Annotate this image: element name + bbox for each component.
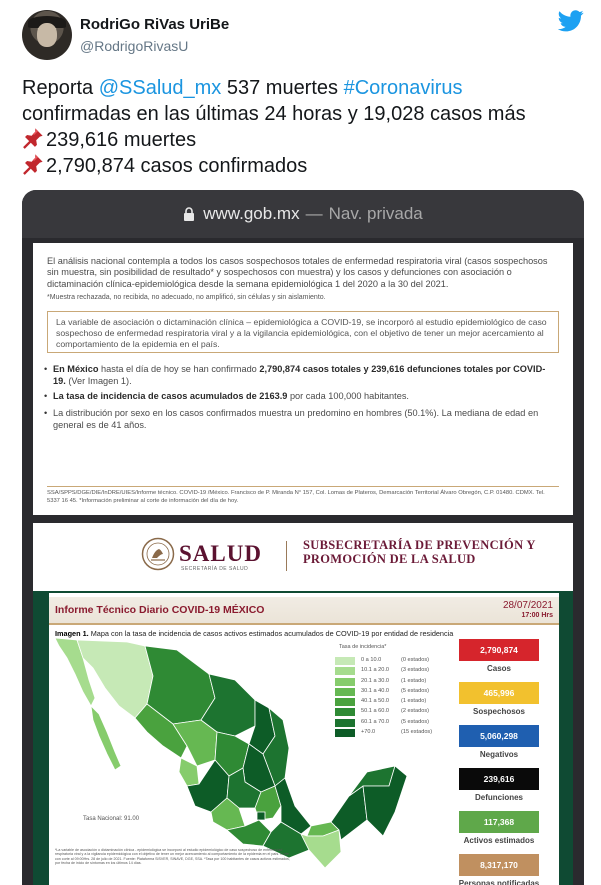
stat-value: 8,317,170 (459, 854, 539, 876)
stat-value: 5,060,298 (459, 725, 539, 747)
hashtag-link[interactable]: #Coronavirus (343, 77, 463, 99)
report-date: 28/07/2021 (502, 600, 553, 611)
legend-row (335, 666, 445, 676)
legend-count: (2 estados) (401, 708, 429, 715)
stat-label: Defunciones (474, 793, 523, 802)
legend-count: (3 estados) (401, 667, 429, 674)
legend-row (335, 677, 445, 687)
pushpin-icon (22, 153, 44, 175)
legend-count: (1 estado) (401, 698, 427, 705)
tweet-line-4 (22, 153, 592, 179)
legend-swatch (335, 678, 355, 686)
legend-swatch (335, 698, 355, 706)
subsecretaria-title (303, 538, 536, 566)
map-legend (335, 644, 445, 738)
legend-range: 10.1 a 20.0 (361, 667, 389, 674)
legend-row (335, 697, 445, 707)
salud-subtitle: SECRETARÍA DE SALUD (181, 566, 249, 572)
bullet1-bold: 2,790,874 casos totales y 239,616 defunciones totales por COVID-19. (53, 364, 546, 386)
stat-activos (449, 811, 559, 854)
legend-row (335, 656, 445, 666)
legend-swatch (335, 708, 355, 716)
legend-swatch (335, 667, 355, 675)
caption-lead: Imagen 1. (55, 629, 89, 638)
legend-swatch (335, 688, 355, 696)
cases-total-text: 2,790,874 casos confirmados (46, 155, 308, 177)
tweet-line-2: confirmadas en las últimas 24 horas y 19,028 casos más (22, 103, 526, 125)
legend-range: +70.0 (361, 729, 376, 736)
legend-count: (5 estados) (401, 718, 429, 725)
map-notes: *La variable de asociación o dictaminación clínica - epidemiológica se incorporó al estudio epidemiológico de caso sospechoso de enfermedad respiratoria viral y a la vigilancia epidemiológica con el objetivo de tener un mejor acercamiento al comportamiento de la epidemia en el país. Corte con corte al 09:00Hrs. 28 de julio de 2021. Fuente: Plataforma SISVER, SINAVE, DGE, SSA. *Tasa por 100 habitantes de casos activos estimados, por fecha de inicio de síntomas en los últimos 14 días. (55, 848, 290, 866)
url-separator: — (305, 204, 323, 223)
stat-label: Personas notificadas (458, 879, 540, 885)
stat-label: Casos (486, 664, 511, 673)
doc-divider (47, 486, 559, 487)
legend-swatch (335, 657, 355, 665)
legend-swatch (335, 719, 355, 727)
avatar[interactable] (22, 10, 72, 60)
stat-value: 465,996 (459, 682, 539, 704)
twitter-bird-icon[interactable] (558, 10, 584, 32)
doc-callout-box: La variable de asociación o dictaminación clínica – epidemiológica a COVID-19, se incorporó al estudio epidemiológico de caso sospechoso de enfermedad respiratoria viral y a la vigilancia epidemiológica, con el objetivo de tener un mejor acercamiento al comportamiento de la epidemia en el país. (47, 311, 559, 353)
bullet1-post: (Ver Imagen 1). (65, 376, 132, 386)
report-title: Informe Técnico Diario COVID-19 MÉXICO (55, 604, 265, 616)
bullet1-lead: En México (53, 364, 99, 374)
doc-footer: SSA/SPPS/DGE/DIE/InDRE/UIES/Informe técnico. COVID-19 /México. Francisco de P. Miranda N° 157, Col. Lomas de Plateros, Demarcación Territorial Álvaro Obregón, C.P. 01480. CDMX. Tel. 5337 16 45. *Información preliminar al corte de información del día de hoy. (47, 490, 545, 504)
doc-footnote: *Muestra rechazada, no recibida, no adecuado, no amplificó, sin células y sin aislamiento. (47, 294, 326, 301)
doc-bullet-cases (53, 363, 553, 387)
legend-range: 30.1 a 40.0 (361, 687, 389, 694)
stat-casos (449, 639, 559, 682)
legend-range: 50.1 a 60.0 (361, 708, 389, 715)
legend-range: 60.1 a 70.0 (361, 718, 389, 725)
url-display (22, 190, 584, 238)
doc-bullet-incidence (53, 390, 553, 402)
report-title-bar (49, 597, 559, 625)
header-divider (286, 541, 287, 571)
doc-bullet-distribution: • La distribución por sexo en los casos confirmados muestra un predomino en hombres (50.1%). La mediana de edad en general es de 41 años. (53, 407, 553, 431)
mention-link[interactable]: @SSalud_mx (98, 77, 222, 99)
report-time: 17:00 Hrs (521, 612, 553, 619)
stat-value: 117,368 (459, 811, 539, 833)
mexico-seal-icon (141, 537, 175, 571)
legend-range: 40.1 a 50.0 (361, 698, 389, 705)
legend-title: Tasa de incidencia* (339, 644, 387, 650)
legend-range: 20.1 a 30.0 (361, 677, 389, 684)
bullet2-post: por cada 100,000 habitantes. (287, 391, 409, 401)
state-cdmx (257, 812, 265, 820)
legend-row (335, 687, 445, 697)
tweet-middle: 537 muertes (221, 77, 344, 99)
tweet-media-image[interactable] (22, 190, 584, 885)
pushpin-icon (22, 127, 44, 149)
legend-count: (0 estados) (401, 657, 429, 663)
user-handle[interactable]: @RodrigoRivasU (80, 38, 189, 54)
legend-range: 0 a 10.0 (361, 657, 382, 663)
legend-row (335, 728, 445, 738)
lock-icon (183, 207, 195, 221)
legend-count: (1 estado) (401, 677, 427, 684)
subsecretaria-line-1: SUBSECRETARÍA DE PREVENCIÓN Y (303, 538, 536, 552)
url-domain: www.gob.mx (203, 204, 300, 223)
stat-value: 239,616 (459, 768, 539, 790)
stat-notificadas (449, 854, 559, 885)
doc-intro: El análisis nacional contempla a todos los casos sospechosos totales de enfermedad respiratoria viral (casos sospechosos sin muestra, sin posibilidad de resultado* y sospechosos con muestra) y los casos y defunciones con asociación o dictaminación clínica-epidemiológica desde la semana epidemiológica 1 del 2020 a la 30 del 2021. (47, 256, 548, 289)
salud-wordmark: SALUD (179, 541, 262, 566)
state-baja-california-sur (91, 706, 121, 770)
legend-row (335, 707, 445, 717)
legend-count: (5 estados) (401, 687, 429, 694)
stat-label: Negativos (479, 750, 519, 759)
infographic-page (33, 523, 573, 885)
caption-text: Mapa con la tasa de incidencia de casos activos estimados acumulados de COVID-19 por entidad de residencia (88, 629, 454, 638)
private-mode-label: Nav. privada (328, 204, 423, 223)
tweet-text (22, 75, 592, 179)
tasa-nacional: Tasa Nacional: 91.00 (83, 816, 140, 822)
infographic-header (33, 523, 573, 591)
legend-row (335, 718, 445, 728)
stats-column (449, 639, 559, 885)
subsecretaria-line-2: PROMOCIÓN DE LA SALUD (303, 552, 476, 566)
stat-value: 2,790,874 (459, 639, 539, 661)
browser-address-bar (22, 190, 584, 238)
stat-label: Activos estimados (463, 836, 535, 845)
display-name[interactable]: RodriGo RiVas UriBe (80, 16, 230, 33)
stat-defunciones (449, 768, 559, 811)
bullet1-mid: hasta el día de hoy se han confirmado (98, 364, 260, 374)
deaths-total-text: 239,616 muertes (46, 129, 197, 151)
tweet-line-1 (22, 75, 592, 101)
stat-label: Sospechosos (472, 707, 525, 716)
stat-sospechosos (449, 682, 559, 725)
legend-swatch (335, 729, 355, 737)
stat-negativos (449, 725, 559, 768)
avatar-face (37, 23, 57, 47)
daily-report-panel (49, 593, 559, 885)
report-document-page (33, 243, 573, 515)
tweet-line-3 (22, 127, 592, 153)
tweet-header (18, 8, 588, 62)
bullet2-bold: La tasa de incidencia de casos acumulados de 2163.9 (53, 391, 288, 401)
tweet-prefix: Reporta (22, 77, 99, 99)
legend-count: (15 estados) (401, 729, 433, 736)
